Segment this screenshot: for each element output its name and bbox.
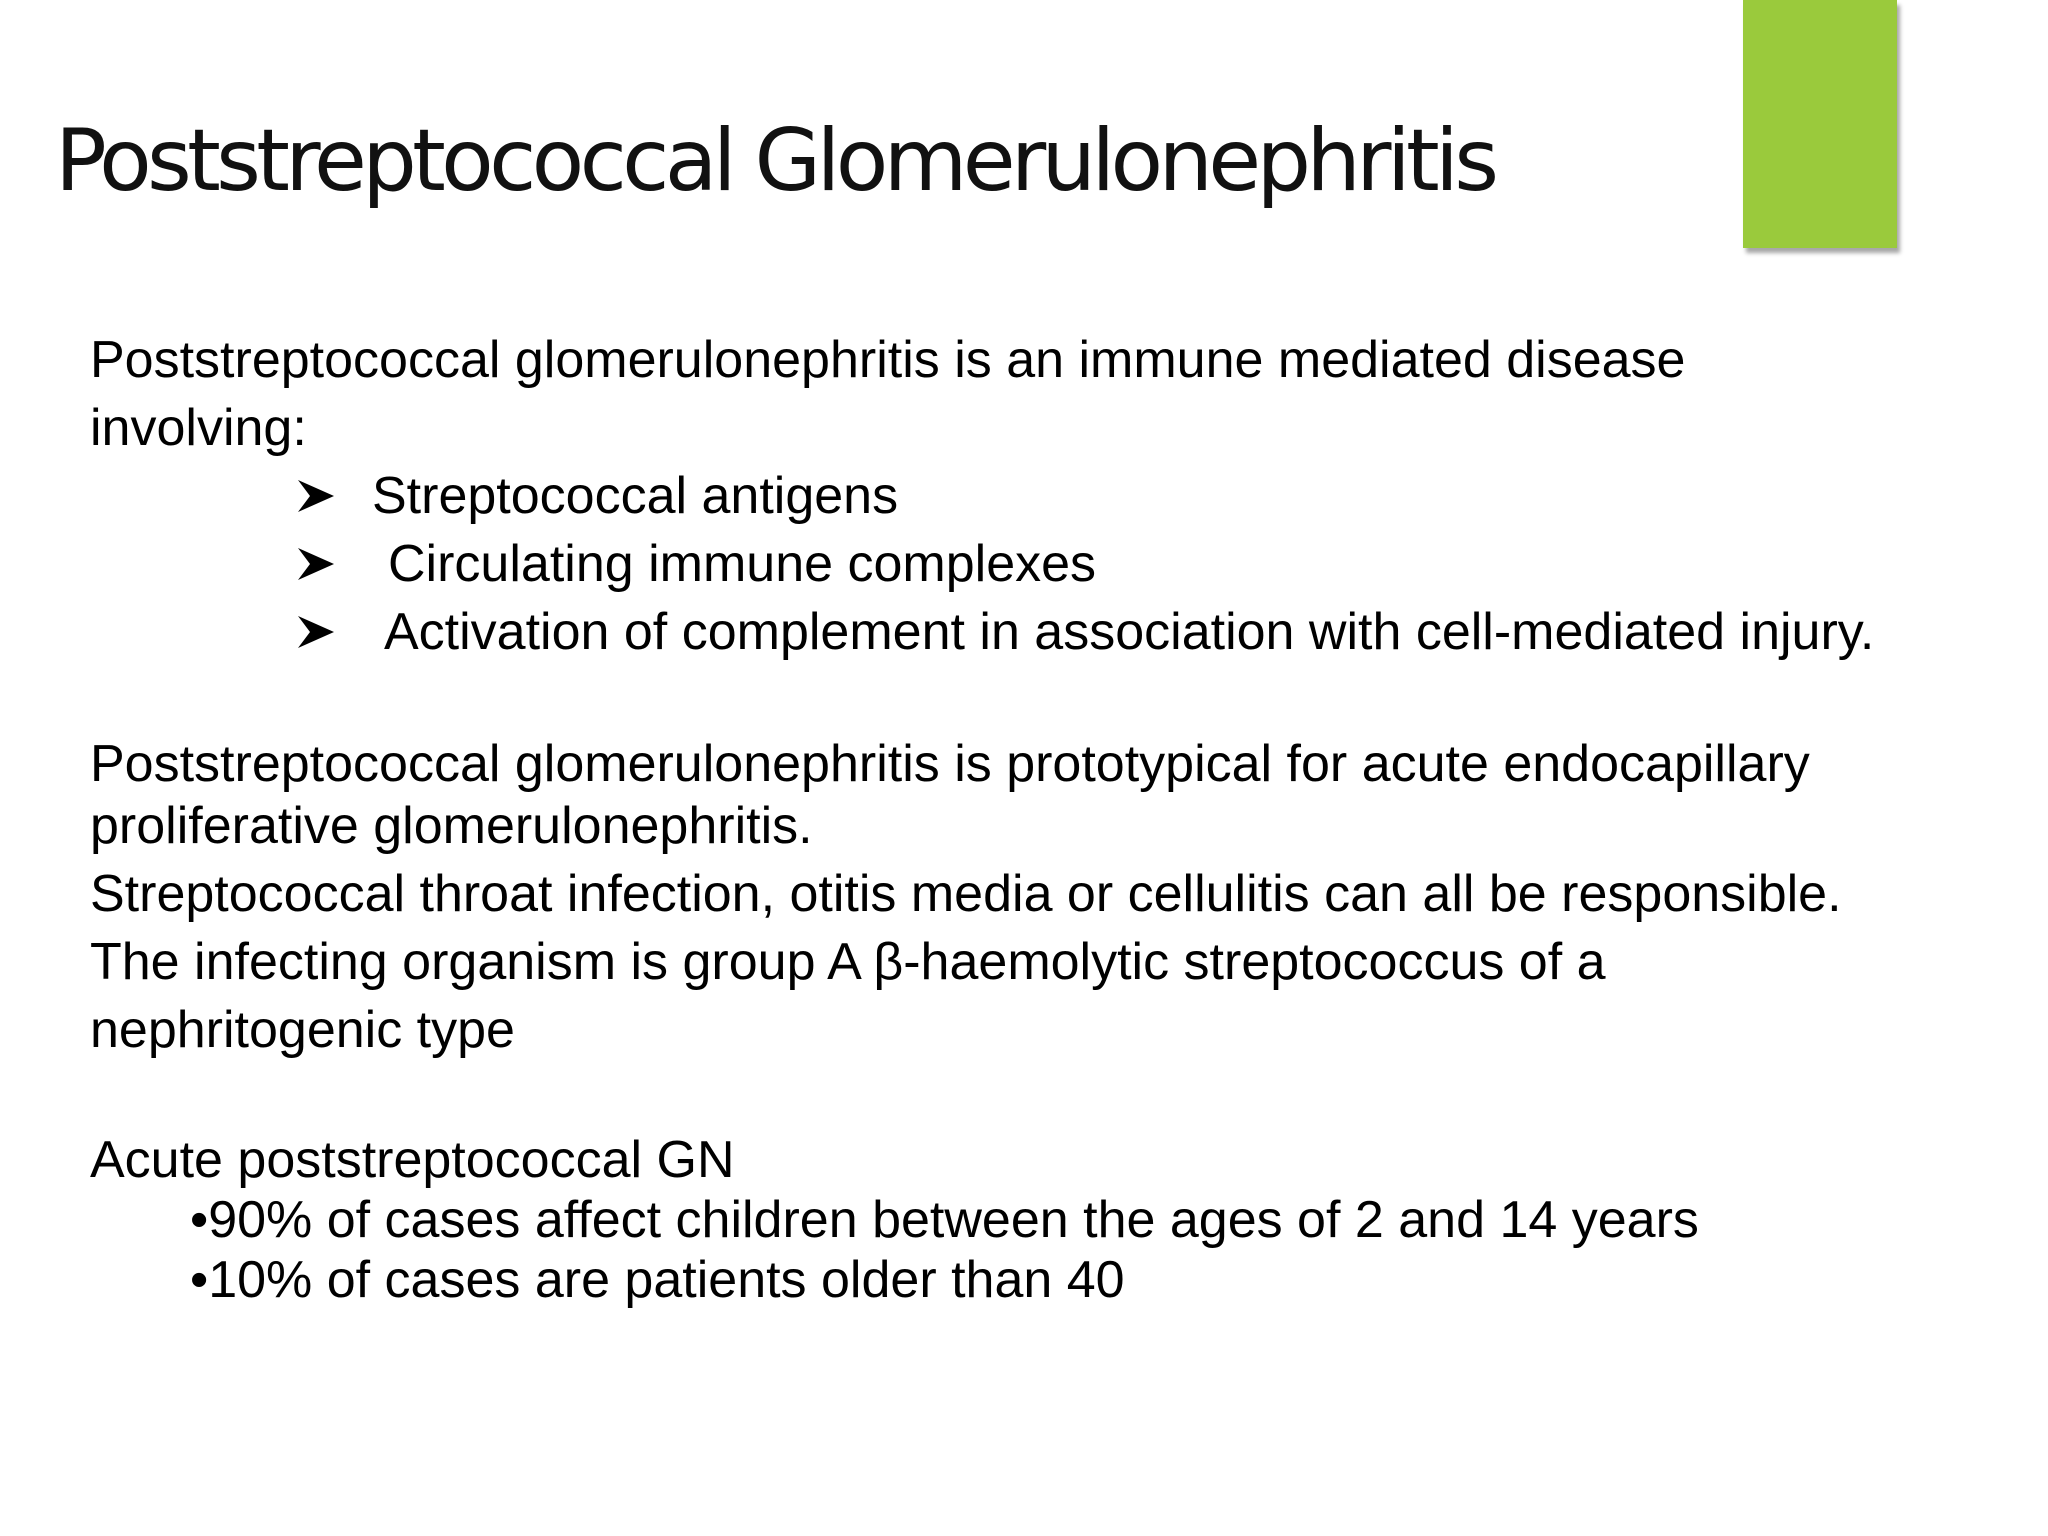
involving-item-antigens	[298, 466, 899, 526]
involving-item-immune-complexes	[298, 534, 1097, 594]
involving-item-label: Streptococcal antigens	[372, 467, 899, 525]
paragraph2-line-5: nephritogenic type	[90, 1001, 515, 1059]
involving-item-label: Circulating immune complexes	[388, 535, 1097, 593]
arrow-bullet-icon	[298, 534, 338, 594]
arrow-bullet-icon	[298, 602, 338, 662]
involving-item-complement	[298, 602, 1875, 662]
arrow-bullet-icon	[298, 466, 338, 526]
involving-item-label: Activation of complement in association with cell-mediated injury.	[384, 603, 1875, 661]
intro-line-1: Poststreptococcal glomerulonephritis is an immune mediated disease	[90, 331, 1686, 389]
intro-line-2: involving:	[90, 399, 307, 457]
acute-gn-bullet-children: •90% of cases affect children between the ages of 2 and 14 years	[190, 1191, 1699, 1249]
acute-gn-bullet-older: •10% of cases are patients older than 40	[190, 1251, 1125, 1309]
paragraph2-line-3: Streptococcal throat infection, otitis media or cellulitis can all be responsible.	[90, 865, 1842, 923]
slide-title: Poststreptococcal Glomerulonephritis	[55, 111, 1495, 211]
green-accent-block	[1743, 0, 1897, 248]
paragraph2-line-2: proliferative glomerulonephritis.	[90, 797, 813, 855]
paragraph2-line-1: Poststreptococcal glomerulonephritis is prototypical for acute endocapillary	[90, 735, 1810, 793]
paragraph2-line-4: The infecting organism is group A β-haemolytic streptococcus of a	[90, 933, 1606, 991]
acute-gn-heading: Acute poststreptococcal GN	[90, 1131, 735, 1189]
